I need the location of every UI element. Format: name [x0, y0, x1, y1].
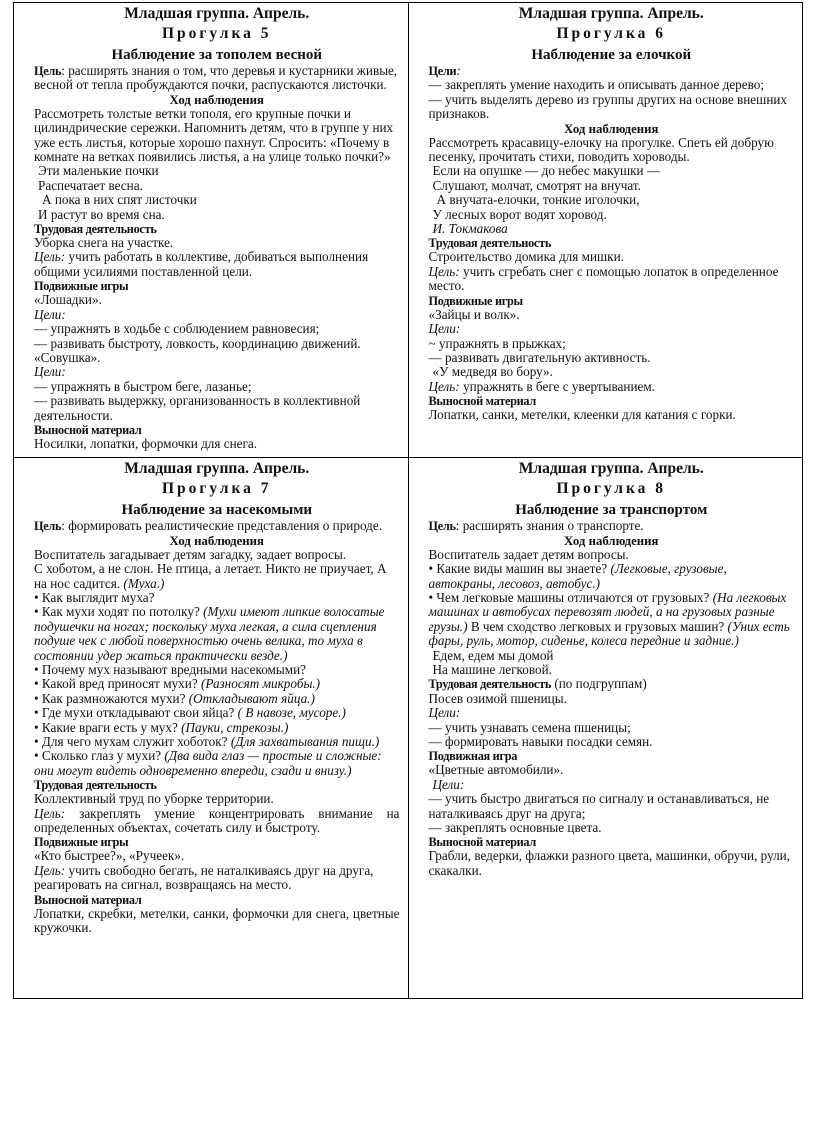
game-name: «Кто быстрее?», «Ручеек». — [34, 848, 185, 864]
answer-text: (Уних есть фары, руль, мотор, сиденье, колеса передние и задние.) — [428, 618, 790, 649]
riddle-text: С хоботом, а не слон. Не птица, а летает. Никто не приучает, А на нос садится. — [34, 561, 387, 591]
poem-line: У лесных ворот водят хоровод. — [432, 206, 607, 222]
work-goal — [34, 807, 400, 836]
question-text: • Где мухи откладывают свои яйца? — [34, 705, 235, 721]
material-text: Грабли, ведерки, флажки разного цвета, машинки, обручи, рули, скакалки. — [428, 848, 791, 878]
group-heading: Младшая группа. Апрель. — [124, 460, 310, 478]
answer-text: (Пауки, стрекозы.) — [177, 719, 289, 735]
material-text: Лопатки, скребки, метелки, санки, формочки для снега, цветные кружочки. — [34, 905, 400, 936]
course-heading: Ход наблюдения — [564, 533, 659, 548]
work-extra: (по подгруппам) — [551, 676, 647, 692]
course-heading: Ход наблюдения — [169, 533, 264, 548]
material-heading: Выносной материал — [428, 835, 536, 850]
game-name: «Лошадки». — [34, 292, 102, 308]
goal-paragraph — [429, 64, 795, 78]
goal-item: — учить быстро двигаться по сигналу и останавливаться, не наталкиваясь друг на друга; — [428, 791, 770, 821]
work-text: Уборка снега на участке. — [34, 235, 174, 251]
question — [34, 721, 400, 735]
goal-text: : расширять знания о транспорте. — [455, 518, 644, 534]
answer-text: (Мухи имеют липкие волосатые подушечки на ногах; поскольку муха легкая, а сила сцепления подуше чек с любой поверхностью очень велика, то муха в состоянии удер жаться практически везде.) — [34, 604, 385, 663]
question — [34, 692, 400, 706]
question — [34, 591, 400, 605]
work-goal — [429, 265, 795, 294]
walk-5-cell — [14, 3, 409, 458]
goal-label: Цель — [34, 64, 62, 78]
observation-title: Наблюдение за транспортом — [515, 502, 708, 519]
group-heading: Младшая группа. Апрель. — [124, 5, 310, 22]
question — [34, 677, 400, 691]
walk-8-cell — [408, 458, 803, 999]
poem-line: Эти маленькие почки — [38, 163, 159, 179]
work-goal-text: закреплять умение концентрировать внимание на определенных объектах, сочетать силу и быстроту. — [34, 805, 400, 836]
group-heading: Младшая группа. Апрель. — [518, 460, 704, 478]
group-heading: Младшая группа. Апрель. — [518, 5, 704, 22]
walks-table — [13, 2, 803, 999]
course-heading: Ход наблюдения — [564, 121, 659, 136]
course-text: Воспитатель загадывает детям загадку, задает вопросы. — [34, 546, 347, 562]
work-goal-label: Цель: — [34, 249, 66, 265]
answer-text: (Два вида глаз — простые и сложные: они могут видеть одновременно впереди, сзади и внизу.) — [34, 748, 382, 778]
work-heading: Трудовая деятельность — [34, 778, 157, 793]
goal-item: — развивать двигательную активность. — [428, 349, 651, 365]
poem-line: А пока в них спят листочки — [42, 192, 197, 208]
question-text: • Какие враги есть у мух? — [34, 719, 178, 735]
question-text: • Как выглядит муха? — [34, 589, 155, 605]
goal-label: Цели — [428, 64, 457, 78]
poem-author: И. Токмакова — [432, 221, 508, 237]
question — [34, 706, 400, 720]
course-text: Рассмотреть толстые ветки тополя, его крупные почки и цилиндрические сережки. Напомнить детям, что в группе у них уже есть листья, которые хорошо пахнут. Спросить: «Почему в комнате на ветках появились листья, а на улице только почки?» — [34, 105, 394, 165]
answer-text: (Для захватывания пищи.) — [227, 734, 380, 750]
goal-paragraph — [34, 519, 400, 533]
game-goal-text: учить свободно бегать, не наталкиваясь друг на друга, реагировать на сигнал, возвращаясь на место. — [34, 862, 374, 893]
question — [34, 605, 400, 663]
question — [429, 591, 795, 649]
poem-line: И растут во время сна. — [38, 206, 165, 222]
game-name: «Совушка». — [34, 349, 101, 365]
work-text: Строительство домика для мишки. — [428, 249, 624, 265]
goal-item: — учить узнавать семена пшеницы; — [428, 719, 631, 735]
game-goal-label: Цель: — [428, 378, 460, 394]
material-heading: Выносной материал — [428, 394, 536, 409]
question — [34, 663, 400, 677]
goal-item: — упражнять в ходьбе с соблюдением равновесия; — [34, 321, 320, 337]
goal-item: — упражнять в быстром беге, лазанье; — [34, 378, 252, 394]
game-goal-label: Цель: — [34, 862, 66, 878]
question-text: В чем сходство легковых и грузовых машин? — [467, 618, 725, 634]
material-text: Носилки, лопатки, формочки для снега. — [34, 435, 258, 451]
game-goal — [34, 864, 400, 893]
walk-number: Прогулка 8 — [556, 480, 667, 498]
question-text: • Как размножаются мухи? — [34, 690, 186, 706]
answer-text: (Откладывают яйца.) — [185, 690, 315, 706]
observation-title: Наблюдение за тополем весной — [111, 47, 323, 63]
goal-item: — закреплять основные цвета. — [428, 820, 602, 836]
riddle — [34, 562, 400, 591]
question-text: • Для чего мухам служит хоботок? — [34, 734, 228, 750]
material-text: Лопатки, санки, метелки, клеенки для катания с горки. — [428, 407, 736, 423]
question — [34, 749, 400, 778]
goals-label: Цели: — [428, 321, 461, 337]
poem-line: Слушают, молчат, смотрят на внучат. — [432, 177, 641, 193]
game-name: «У медведя во бору». — [432, 364, 553, 380]
question-text: • Чем легковые машины отличаются от грузовых? — [428, 589, 710, 605]
work-heading: Трудовая деятельность — [34, 222, 157, 237]
work-goal — [34, 250, 400, 279]
goal-text: : формировать реалистические представления о природе. — [61, 518, 383, 534]
walk-number: Прогулка 7 — [161, 480, 272, 498]
goal-colon: : — [456, 63, 461, 78]
game-name: «Цветные автомобили». — [428, 762, 564, 778]
poem-line: Едем, едем мы домой — [432, 647, 554, 663]
walk-6-cell — [408, 3, 803, 458]
work-text: Посев озимой пшеницы. — [428, 690, 567, 706]
question-text: • Сколько глаз у мухи? — [34, 748, 162, 764]
goal-text: : расширять знания о том, что деревья и кустарники живые, весной от тепла пробуждаются почки, распускаются листочки. — [34, 63, 398, 93]
games-heading: Подвижные игры — [34, 279, 129, 294]
riddle-answer: (Муха.) — [120, 575, 165, 591]
walk-number: Прогулка 5 — [161, 25, 272, 42]
goal-item: — развивать выдержку, организованность в коллективной деятельности. — [34, 393, 361, 423]
answer-text: (Легковые, грузовые, автокраны, лесовоз, автобус.) — [428, 561, 727, 591]
course-text: Воспитатель задает детям вопросы. — [428, 546, 629, 562]
goal-item: ~ упражнять в прыжках; — [428, 335, 566, 351]
walk-7-cell — [14, 458, 409, 999]
course-text: Рассмотреть красавицу-елочку на прогулке. Спеть ей добрую песенку, прочитать стихи, поводить хороводы. — [428, 134, 774, 165]
goal-item: — закреплять умение находить и описывать данное дерево; — [428, 77, 765, 93]
course-heading: Ход наблюдения — [169, 92, 264, 107]
work-heading-line — [429, 677, 795, 691]
game-name: «Зайцы и волк». — [428, 306, 520, 322]
walk-number: Прогулка 6 — [556, 25, 667, 42]
table-row — [14, 458, 803, 999]
answer-text: ( В навозе, мусоре.) — [234, 705, 346, 721]
answer-text: (На легковых машинах и автобусах перевозят людей, а на грузовых разные грузы.) — [428, 589, 787, 634]
question-text: • Какой вред приносят мухи? — [34, 676, 198, 692]
game-heading: Подвижная игра — [428, 749, 518, 764]
goal-paragraph — [34, 64, 400, 93]
goal-item: — развивать быстроту, ловкость, координацию движений. — [34, 335, 361, 351]
work-goal-text: учить сгребать снег с помощью лопаток в определенное место. — [428, 263, 779, 294]
question — [429, 562, 795, 591]
question — [34, 735, 400, 749]
poem-line: На машине легковой. — [432, 662, 552, 677]
question-text: • Как мухи ходят по потолку? — [34, 604, 200, 620]
games-heading: Подвижные игры — [34, 835, 129, 850]
game-goal — [429, 380, 795, 394]
goals-label: Цели: — [34, 306, 66, 322]
goal-item: — учить выделять дерево из группы других на основе внешних признаков. — [428, 91, 788, 122]
goal-item: — формировать навыки посадки семян. — [428, 734, 653, 750]
poem-line: А внучата-елочки, тонкие иголочки, — [436, 192, 640, 208]
poem-line: Если на опушке — до небес макушки — — [432, 163, 661, 179]
games-heading: Подвижные игры — [428, 293, 523, 308]
observation-title: Наблюдение за насекомыми — [121, 502, 313, 519]
goal-label: Цель — [34, 519, 62, 534]
material-heading: Выносной материал — [34, 892, 142, 907]
work-goal-label: Цель: — [34, 805, 66, 821]
poem-line: Распечатает весна. — [38, 177, 143, 193]
game-goal-text: упражнять в беге с увертыванием. — [459, 378, 656, 394]
work-goal-text: учить работать в коллективе, добиваться выполнения общими усилиями поставленной цели. — [34, 249, 369, 279]
question-text: • Какие виды машин вы знаете? — [428, 561, 608, 577]
question-text: • Почему мух называют вредными насекомыми? — [34, 662, 307, 677]
goal-paragraph — [429, 519, 795, 533]
observation-title: Наблюдение за елочкой — [531, 47, 692, 63]
work-heading: Трудовая деятельность — [428, 236, 552, 251]
answer-text: (Разносят микробы.) — [197, 676, 321, 692]
work-text: Коллективный труд по уборке территории. — [34, 791, 274, 807]
work-goal-label: Цель: — [428, 263, 460, 279]
goal-label: Цель — [428, 519, 456, 534]
goals-label: Цели: — [428, 705, 461, 721]
table-row — [14, 3, 803, 458]
material-heading: Выносной материал — [34, 422, 142, 437]
goals-label: Цели: — [34, 364, 66, 380]
work-heading: Трудовая деятельность — [428, 677, 552, 692]
goals-label: Цели: — [432, 776, 465, 792]
